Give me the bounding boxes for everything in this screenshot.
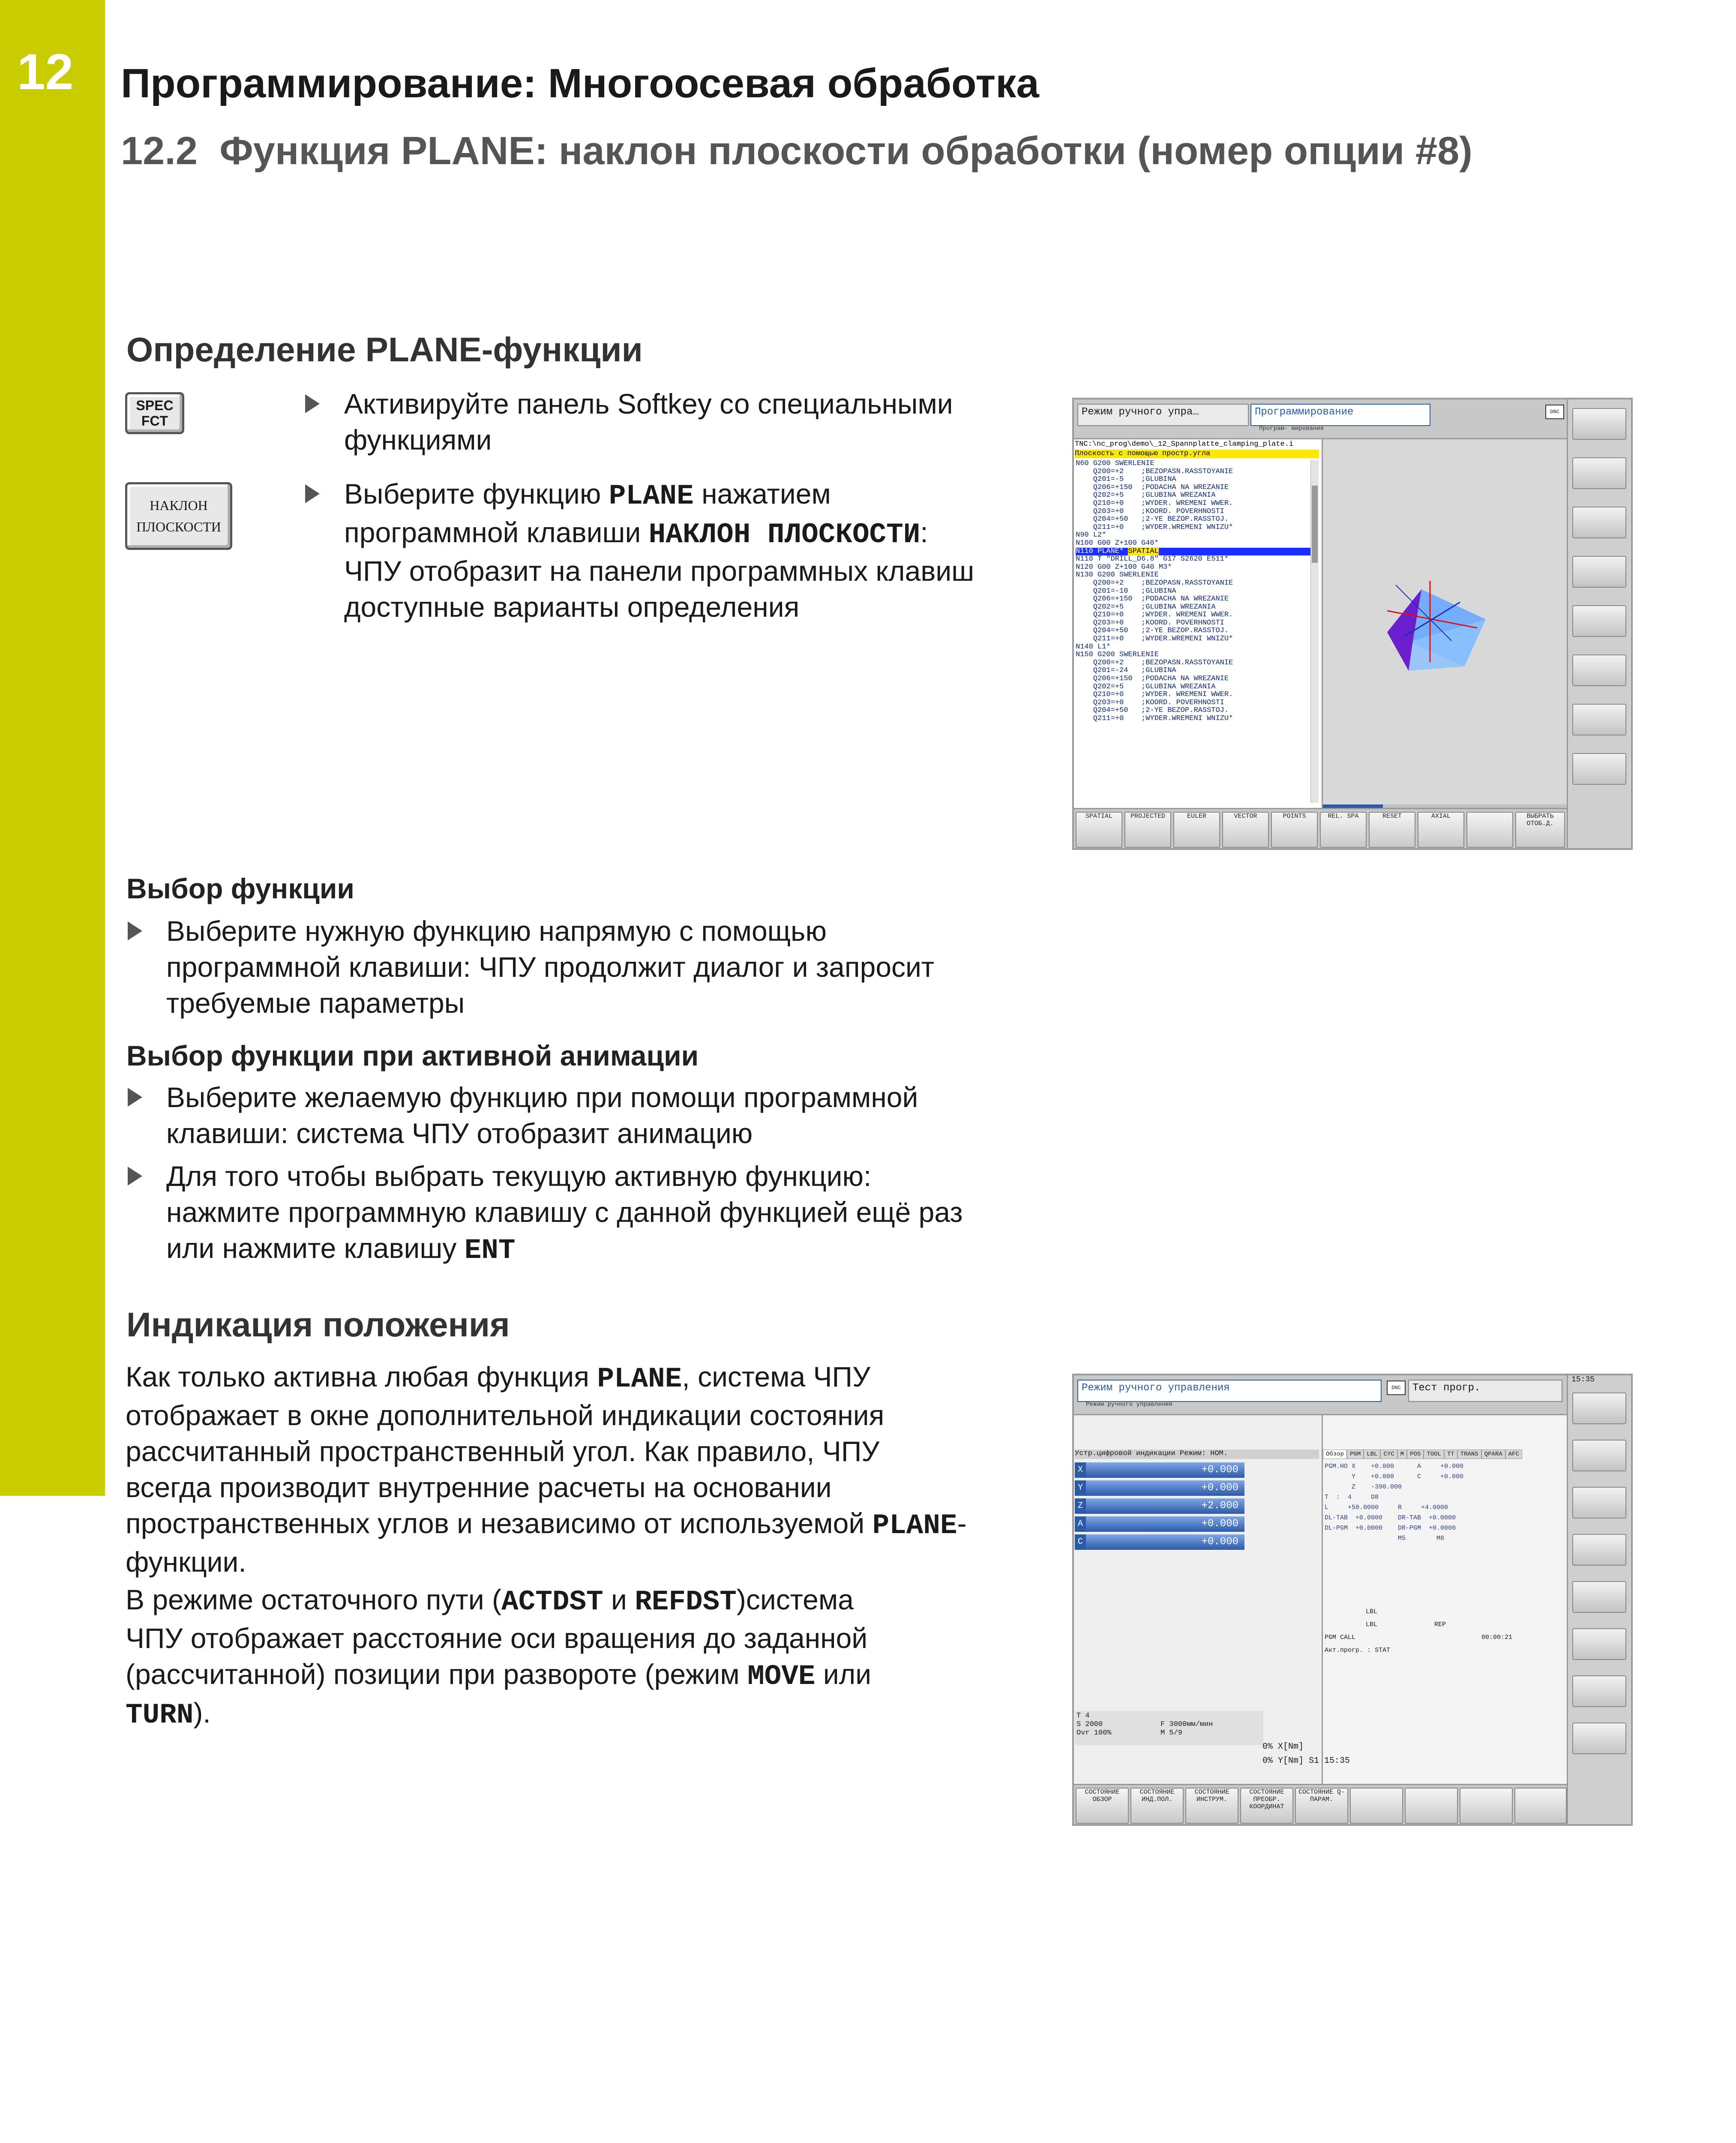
vertical-softkey[interactable] xyxy=(1572,1440,1626,1471)
vertical-softkey[interactable] xyxy=(1572,1628,1626,1660)
spec-fct-key xyxy=(125,392,184,434)
text-span: нажатием xyxy=(693,478,831,510)
nc-line[interactable]: N150 G200 SWERLENIE xyxy=(1076,651,1159,659)
status-line: PGM.HO X +0.000 A +0.000 xyxy=(1325,1463,1464,1470)
bullet-arrow-icon xyxy=(128,921,142,940)
nc-line[interactable]: Q206=+150 ;PODACHA NA WREZANIE xyxy=(1076,595,1229,603)
axis-value: +0.000 xyxy=(1086,1480,1244,1496)
scrollbar-thumb[interactable] xyxy=(1312,486,1318,563)
code-span: ACTDST xyxy=(501,1586,603,1618)
nc-line[interactable]: Q202=+5 ;GLUBINA WREZANIA xyxy=(1076,682,1216,691)
paragraph-position-display xyxy=(126,1359,967,1580)
spindle-value: S 2000 xyxy=(1076,1720,1103,1729)
bullet-arrow-icon xyxy=(305,484,320,503)
bullet-arrow-icon xyxy=(305,394,320,413)
load-y: 0% Y[Nm] S1 15:35 xyxy=(1262,1756,1350,1766)
chapter-number: 12 xyxy=(17,44,74,100)
axis-label: C xyxy=(1075,1534,1086,1550)
text-line: Активируйте панель Softkey со специальными xyxy=(344,388,953,420)
label-pgm-call: PGM CALL xyxy=(1325,1634,1356,1641)
nc-line[interactable]: N120 G00 Z+100 G40 M3* xyxy=(1076,563,1172,571)
vertical-softkey[interactable] xyxy=(1572,1723,1626,1754)
axis-label: Z xyxy=(1075,1498,1086,1514)
status-tab[interactable]: PGM xyxy=(1347,1450,1364,1459)
nc-line[interactable]: Q201=-5 ;GLUBINA xyxy=(1076,475,1176,484)
nc-line[interactable]: N130 G200 SWERLENIE xyxy=(1076,571,1159,579)
axis-label: Y xyxy=(1075,1480,1086,1496)
vertical-softkey-column xyxy=(1567,399,1630,848)
vertical-softkey[interactable] xyxy=(1572,605,1626,637)
nc-line[interactable]: Q200=+2 ;BEZOPASN.RASSTOYANIE xyxy=(1076,467,1233,476)
step-select-plane xyxy=(344,476,974,625)
nc-line[interactable]: N110 T "DRILL_D6.8" G17 S2620 E511* xyxy=(1076,555,1229,564)
text-line: программной клавиши: ЧПУ продолжит диалог и запросит xyxy=(166,951,935,983)
nc-line[interactable]: Q201=-10 ;GLUBINA xyxy=(1076,587,1176,595)
axis-label: X xyxy=(1075,1462,1086,1478)
code-span: PLANE xyxy=(609,480,694,512)
nc-line[interactable]: Q204=+50 ;2-YE BEZOP.RASSTOJ. xyxy=(1076,515,1229,524)
softkey-bar xyxy=(1074,808,1567,850)
text-line: требуемые параметры xyxy=(166,987,465,1019)
nc-line[interactable]: Q210=+0 ;WYDER. WREMENI WWER. xyxy=(1076,611,1233,619)
code-span: REFDST xyxy=(635,1586,737,1618)
mode-subtitle: Програм- мирование xyxy=(1259,425,1324,432)
code-span: PLANE xyxy=(872,1510,957,1542)
status-tab[interactable]: Обзор xyxy=(1323,1450,1347,1459)
text-line: Выберите желаемую функцию при помощи программной xyxy=(166,1081,918,1113)
tilted-plane-graphic xyxy=(1323,439,1567,808)
code-span: PLANE xyxy=(597,1363,682,1395)
graphic-progress-fill xyxy=(1323,804,1383,808)
status-tab[interactable]: LBL xyxy=(1364,1450,1380,1459)
vertical-softkey[interactable] xyxy=(1572,753,1626,785)
softkey-bar xyxy=(1074,1784,1567,1826)
vertical-softkey[interactable] xyxy=(1572,507,1626,538)
status-tab[interactable]: TOOL xyxy=(1424,1450,1444,1459)
text-line: функции. xyxy=(126,1546,246,1578)
softkey-status-qparam[interactable]: СОСТОЯНИЕ Q-ПАРАМ. xyxy=(1295,1788,1348,1824)
feed-value: F 3000мм/мин xyxy=(1160,1720,1213,1729)
mode-tab-programming[interactable]: Программирование xyxy=(1250,404,1430,426)
axis-value: +2.000 xyxy=(1086,1498,1244,1514)
screenshot-manual-mode xyxy=(1072,1374,1633,1826)
status-tab[interactable]: POS xyxy=(1407,1450,1424,1459)
load-x: 0% X[Nm] xyxy=(1262,1742,1304,1752)
status-tabs xyxy=(1323,1450,1567,1459)
text-line: рассчитанный пространственный угол. Как правило, ЧПУ xyxy=(126,1435,880,1467)
text-line: функциями xyxy=(344,424,492,456)
section-name: Функция PLANE: наклон плоскости обработки (номер опции #8) xyxy=(219,129,1472,173)
status-line: T : 4 D8 xyxy=(1325,1494,1379,1501)
status-line: Z -390.000 xyxy=(1325,1483,1402,1491)
paragraph-distance-to-go xyxy=(126,1582,871,1733)
softkey-projected[interactable]: PROJECTED xyxy=(1124,812,1171,848)
nc-line[interactable]: Q211=+0 ;WYDER.WREMENI WNIZU* xyxy=(1076,523,1233,531)
label-lbl2: LBL xyxy=(1366,1621,1378,1628)
nc-line[interactable]: Q200=+2 ;BEZOPASN.RASSTOYANIE xyxy=(1076,579,1233,587)
tilt-plane-softkey-line2: ПЛОСКОСТИ xyxy=(136,519,221,534)
softkey-spatial[interactable]: SPATIAL xyxy=(1076,812,1122,848)
text-line: Для того чтобы выбрать текущую активную функцию: xyxy=(166,1160,872,1192)
softkey-status-tool[interactable]: СОСТОЯНИЕ ИНСТРУМ. xyxy=(1185,1788,1238,1824)
text-span: ). xyxy=(193,1697,211,1729)
text-span: (рассчитанной) позиции при развороте (режим xyxy=(126,1658,748,1690)
text-line: отображает в окне дополнительной индикации состояния xyxy=(126,1399,884,1431)
spec-fct-key-line2: FCT xyxy=(141,413,168,429)
nc-program-code xyxy=(1076,460,1311,723)
axis-value: +0.000 xyxy=(1086,1516,1244,1532)
step-activate-softkeys xyxy=(344,386,953,458)
nc-line[interactable]: N100 G00 Z+100 G40* xyxy=(1076,539,1159,547)
text-span: : xyxy=(920,516,928,548)
status-tab[interactable]: TT xyxy=(1444,1450,1457,1459)
softkey-euler[interactable]: EULER xyxy=(1173,812,1220,848)
chapter-sidebar xyxy=(0,0,105,1496)
nc-line[interactable]: Q206=+150 ;PODACHA NA WREZANIE xyxy=(1076,483,1229,492)
softkey-select-display[interactable]: ВЫБРАТЬ ОТОБ.Д. xyxy=(1515,812,1565,848)
status-tab[interactable]: M xyxy=(1397,1450,1407,1459)
clock: 15:35 xyxy=(1571,1375,1595,1384)
softkey-points[interactable]: POINTS xyxy=(1271,812,1318,848)
mode-subtitle: Режим ручного управления xyxy=(1086,1401,1172,1408)
text-span: пространственных углов и независимо от используемой xyxy=(126,1507,872,1539)
text-line: всегда производит внутренние расчеты на основании xyxy=(126,1471,832,1503)
text-span: Как только активна любая функция xyxy=(126,1361,597,1393)
editor-scrollbar[interactable] xyxy=(1310,460,1319,803)
status-tab[interactable]: AFC xyxy=(1505,1450,1522,1459)
dialog-prompt: Плоскость с помощью простр.угла xyxy=(1075,450,1319,458)
text-line: клавиши: система ЧПУ отобразит анимацию xyxy=(166,1117,753,1149)
plane-animation xyxy=(1323,439,1567,808)
text-line: доступные варианты определения xyxy=(344,591,800,623)
position-display xyxy=(1074,1415,1323,1784)
vertical-softkey[interactable] xyxy=(1572,654,1626,686)
axis-row xyxy=(1075,1534,1319,1551)
vertical-softkey[interactable] xyxy=(1572,408,1626,440)
text-line: Выберите нужную функцию напрямую с помощью xyxy=(166,915,827,947)
status-tab[interactable]: CYC xyxy=(1380,1450,1397,1459)
spec-fct-key-line1: SPEC xyxy=(136,398,174,413)
axis-value: +0.000 xyxy=(1086,1534,1244,1550)
text-span: В режиме остаточного пути ( xyxy=(126,1584,502,1615)
timer-value: 00:00:21 xyxy=(1481,1634,1513,1641)
screen-header xyxy=(1074,399,1567,439)
text-line: ЧПУ отобразит на панели программных клавиш xyxy=(344,555,974,587)
text-span: Выберите функцию xyxy=(344,478,609,510)
nc-line[interactable]: N90 L2* xyxy=(1076,531,1106,540)
nc-line[interactable]: Q202=+5 ;GLUBINA WREZANIA xyxy=(1076,491,1216,500)
override-value: Ovr 100% xyxy=(1076,1729,1112,1737)
section-number: 12.2 xyxy=(121,129,198,173)
text-span: )система xyxy=(736,1584,854,1615)
status-values xyxy=(1325,1462,1463,1544)
softkey-axial[interactable]: AXIAL xyxy=(1418,812,1464,848)
text-line: нажмите программную клавишу с данной функцией ещё раз xyxy=(166,1196,963,1228)
status-tab[interactable]: QPARA xyxy=(1481,1450,1505,1459)
nc-line[interactable]: Q204=+50 ;2-YE BEZOP.RASSTOJ. xyxy=(1076,706,1229,715)
softkey-empty[interactable] xyxy=(1405,1788,1458,1824)
nc-line[interactable]: Q203=+0 ;KOORD. POVERHNOSTI xyxy=(1076,507,1224,516)
nc-line[interactable]: Q211=+0 ;WYDER.WREMENI WNIZU* xyxy=(1076,714,1233,723)
mode-tab-manual[interactable]: Режим ручного управления xyxy=(1077,1380,1382,1402)
status-line: M5 M8 xyxy=(1325,1535,1445,1542)
heading-plane-definition: Определение PLANE-функции xyxy=(126,330,643,369)
nc-line[interactable]: N60 G200 SWERLENIE xyxy=(1076,459,1154,468)
screen-header xyxy=(1074,1375,1567,1415)
axis-row xyxy=(1075,1480,1319,1497)
status-line: Y +0.000 C +0.000 xyxy=(1325,1473,1464,1480)
softkey-status-overview[interactable]: СОСТОЯНИЕ ОБЗОР xyxy=(1076,1788,1129,1824)
axis-value: +0.000 xyxy=(1086,1462,1244,1478)
nc-line[interactable]: N140 L1* xyxy=(1076,642,1111,651)
status-tab[interactable]: TRANS xyxy=(1457,1450,1481,1459)
axis-row xyxy=(1075,1498,1319,1515)
status-display xyxy=(1323,1415,1567,1784)
nc-line[interactable]: Q202=+5 ;GLUBINA WREZANIA xyxy=(1076,603,1216,611)
vertical-softkey[interactable] xyxy=(1572,1581,1626,1613)
softkey-empty[interactable] xyxy=(1460,1788,1513,1824)
dnc-icon: DNC xyxy=(1387,1381,1406,1395)
status-line: DL-PGM +0.0000 DR-PGM +0.0000 xyxy=(1325,1525,1456,1532)
status-line: DL-TAB +0.0000 DR-TAB +0.0000 xyxy=(1325,1514,1456,1522)
nc-line[interactable]: Q210=+0 ;WYDER. WREMENI WWER. xyxy=(1076,499,1233,507)
label-lbl1: LBL xyxy=(1366,1608,1378,1615)
nc-line[interactable]: Q203=+0 ;KOORD. POVERHNOSTI xyxy=(1076,618,1224,627)
text-span: программной клавиши xyxy=(344,516,649,548)
program-editor[interactable] xyxy=(1074,439,1323,808)
vertical-softkey[interactable] xyxy=(1572,1675,1626,1707)
axis-label: A xyxy=(1075,1516,1086,1532)
screenshot-programming xyxy=(1072,398,1633,850)
nc-line[interactable]: Q211=+0 ;WYDER.WREMENI WNIZU* xyxy=(1076,635,1233,643)
position-header: Устр.цифровой индикации Режим: НОМ. xyxy=(1075,1450,1319,1459)
code-span: НАКЛОН ПЛОСКОСТИ xyxy=(648,519,920,551)
mode-tab-manual[interactable]: Режим ручного упра… xyxy=(1077,404,1249,426)
m-function-value: M 5/9 xyxy=(1160,1729,1183,1737)
code-span: TURN xyxy=(126,1699,194,1731)
text-span: и xyxy=(603,1584,635,1615)
nc-line[interactable]: Q210=+0 ;WYDER. WREMENI WWER. xyxy=(1076,690,1233,699)
nc-line[interactable]: Q203=+0 ;KOORD. POVERHNOSTI xyxy=(1076,698,1224,707)
nc-line[interactable]: Q201=-24 ;GLUBINA xyxy=(1076,666,1176,675)
vertical-softkey[interactable] xyxy=(1572,556,1626,588)
softkey-empty[interactable] xyxy=(1514,1788,1567,1824)
tool-value: T 4 xyxy=(1076,1712,1090,1720)
bullet-select-direct xyxy=(166,913,934,1021)
bullet-arrow-icon xyxy=(128,1167,142,1186)
softkey-status-transform[interactable]: СОСТОЯНИЕ ПРЕОБР. КООРДИНАТ xyxy=(1240,1788,1293,1824)
axis-list xyxy=(1075,1462,1319,1552)
code-span: ENT xyxy=(464,1234,516,1267)
feed-info xyxy=(1075,1711,1263,1745)
bullet-arrow-icon xyxy=(128,1088,142,1107)
heading-function-select-animation: Выбор функции при активной анимации xyxy=(126,1040,699,1072)
axis-row xyxy=(1075,1516,1319,1533)
text-span: - xyxy=(957,1507,967,1539)
bullet-select-animation xyxy=(166,1079,918,1151)
bullet-select-active xyxy=(166,1158,963,1269)
softkey-empty[interactable] xyxy=(1466,812,1513,848)
vertical-softkey-column xyxy=(1567,1375,1630,1824)
code-span: MOVE xyxy=(747,1660,816,1693)
text-line: ЧПУ отображает расстояние оси вращения до заданной xyxy=(126,1622,868,1654)
label-rep: REP xyxy=(1434,1621,1446,1628)
softkey-rel-spa[interactable]: REL. SPA xyxy=(1320,812,1367,848)
tilt-plane-softkey-line1: НАКЛОН xyxy=(150,498,208,513)
status-line: L +50.0000 R +4.0000 xyxy=(1325,1504,1448,1511)
softkey-vector[interactable]: VECTOR xyxy=(1222,812,1269,848)
vertical-softkey[interactable] xyxy=(1572,457,1626,489)
softkey-reset[interactable]: RESET xyxy=(1369,812,1415,848)
vertical-softkey[interactable] xyxy=(1572,1393,1626,1424)
nc-line[interactable]: N110 PLANE* SPATIAL xyxy=(1076,548,1311,556)
vertical-softkey[interactable] xyxy=(1572,1534,1626,1566)
text-span: или нажмите клавишу xyxy=(166,1232,465,1264)
text-span: или xyxy=(815,1658,872,1690)
heading-function-select: Выбор функции xyxy=(126,873,354,904)
nc-line[interactable]: Q200=+2 ;BEZOPASN.RASSTOYANIE xyxy=(1076,658,1233,667)
text-span: , система ЧПУ xyxy=(682,1361,870,1393)
section-title xyxy=(121,129,1472,174)
axis-row xyxy=(1075,1462,1319,1479)
graphic-progress xyxy=(1323,804,1567,808)
softkey-status-position[interactable]: СОСТОЯНИЕ ИНД.ПОЛ. xyxy=(1130,1788,1184,1824)
dnc-icon: DNC xyxy=(1545,405,1564,419)
vertical-softkey[interactable] xyxy=(1572,704,1626,735)
softkey-empty[interactable] xyxy=(1350,1788,1403,1824)
nc-line[interactable]: Q204=+50 ;2-YE BEZOP.RASSTOJ. xyxy=(1076,627,1229,635)
mode-tab-test-run[interactable]: Тест прогр. xyxy=(1408,1380,1562,1402)
file-path: TNC:\nc_prog\demo\_12_Spannplatte_clamping_plate.i xyxy=(1075,440,1294,448)
vertical-softkey[interactable] xyxy=(1572,1487,1626,1519)
chapter-title: Программирование: Многоосевая обработка xyxy=(121,60,1039,106)
nc-line[interactable]: Q206=+150 ;PODACHA NA WREZANIE xyxy=(1076,675,1229,683)
tilt-plane-softkey xyxy=(125,482,232,550)
heading-position-display: Индикация положения xyxy=(126,1306,510,1344)
active-program: Акт.прогр. : STAT xyxy=(1325,1647,1391,1654)
